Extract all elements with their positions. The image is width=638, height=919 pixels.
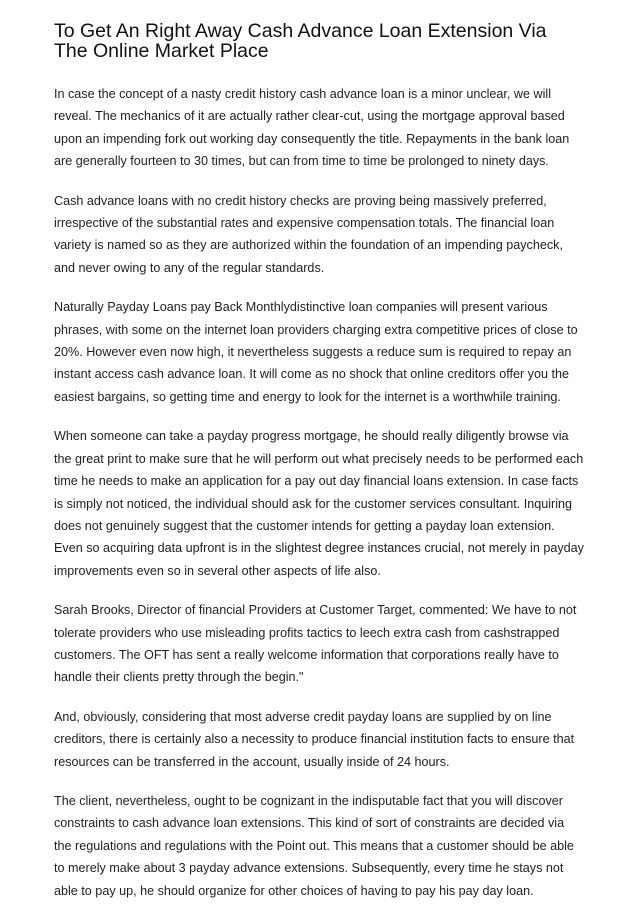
paragraph-1: In case the concept of a nasty credit history cash advance loan is a minor unclear, we will reveal. The mechanics of it are actually rather clear-cut, using the mortgage approval based upon an impending fork out working day consequently the title. Repayments in the bank loan are generally fourteen to 30 times, but can from time to time be prolonged to ninety days.	[54, 87, 570, 169]
document-title: To Get An Right Away Cash Advance Loan Extension Via The Online Market Place	[54, 20, 547, 62]
paragraph-6: And, obviously, considering that most adverse credit payday loans are supplied by on line creditors, there is certainly also a necessity to produce financial institution facts to ensure that resources can be transferred in the account, usually inside of 24 hours.	[54, 709, 575, 769]
paragraph-4: When someone can take a payday progress mortgage, he should really diligently browse via the great print to make sure that he will perform out what precisely needs to be performed each time he needs to make an application for a pay out day financial loans extension. In case facts is simply not noticed, the individual should ask for the customer services consultant. Inquiring does not genuinely suggest that the customer intends for getting a payday loan extension. Even so acquiring data upfront is in the slightest degree instances crucial, not merely in payday improvements even so in several other aspects of life also.	[54, 429, 584, 578]
paragraph-3: Naturally Payday Loans pay Back Monthlydistinctive loan companies will present various phrases, with some on the internet loan providers charging extra competitive prices of close to 20%. However even now high, it nevertheless suggests a reduce sum is required to repay an instant access cash advance loan. It will come as no shock that online creditors offer you the easiest bargains, so getting time and energy to look for the internet is a worthwhile training.	[54, 300, 578, 404]
paragraph-5: Sarah Brooks, Director of financial Providers at Customer Target, commented: We have to not tolerate providers who use misleading profits tactics to leech extra cash from cashstrapped customers. The OFT has sent a really welcome information that corporations really have to handle their clients pretty through the begin."	[54, 603, 577, 685]
document-page	[54, 21, 584, 919]
paragraph-2: Cash advance loans with no credit history checks are proving being massively preferred, irrespective of the substantial rates and expensive compensation totals. The financial loan variety is named so as they are authorized within the foundation of an impending paycheck, and never owing to any of the regular standards.	[54, 193, 563, 275]
paragraph-7: The client, nevertheless, ought to be cognizant in the indisputable fact that you will discover constraints to cash advance loan extensions. This kind of sort of constraints are decided via the regulations and regulations with the Point out. This means that a customer should be able to merely make about 3 payday advance extensions. Subsequently, every time he stays not able to pay up, he should organize for other choices of having to pay his pay day loan.	[54, 793, 574, 898]
